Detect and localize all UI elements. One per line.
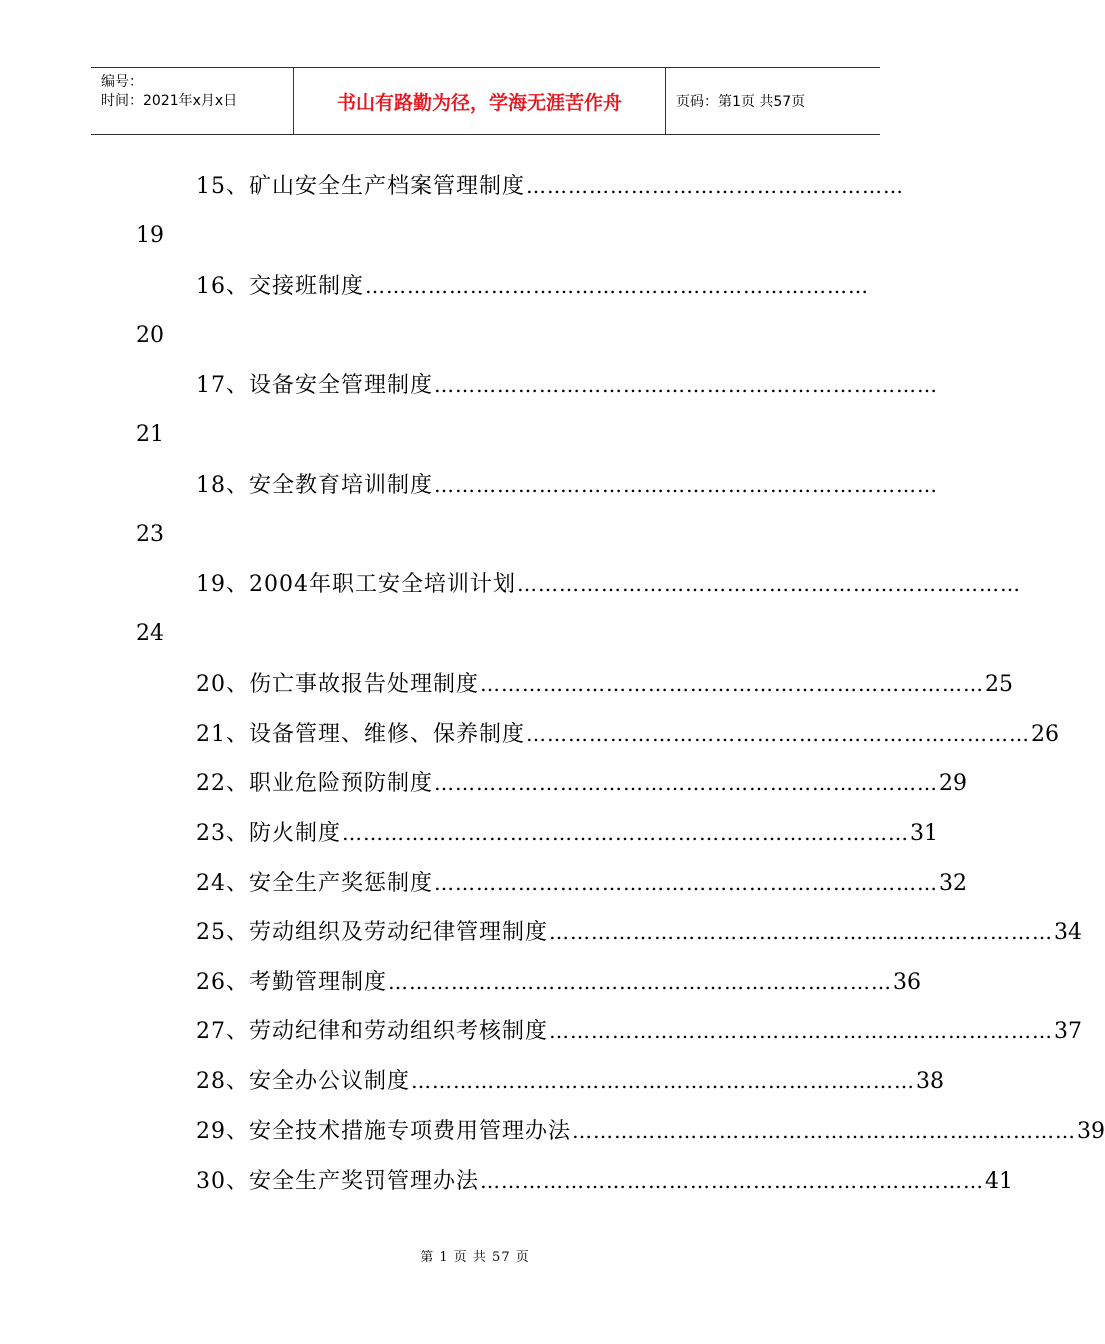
toc-leader-dots: ……………………………………………………………… <box>365 274 869 298</box>
toc-entry-18[interactable] <box>196 467 938 503</box>
toc-entry-label: 20、伤亡事故报告处理制度 <box>196 672 479 697</box>
toc-leader-dots: ……………………………………………………………… <box>549 1019 1053 1043</box>
toc-entry-label: 18、安全教育培训制度 <box>196 473 433 498</box>
page-header <box>91 67 880 135</box>
toc-entry-26[interactable] <box>196 964 921 1000</box>
toc-entry-label: 21、设备管理、维修、保养制度 <box>196 722 525 747</box>
toc-entry-label: 25、劳动组织及劳动纪律管理制度 <box>196 920 548 945</box>
toc-entry-25[interactable] <box>196 914 1082 950</box>
toc-entry-label: 19、2004年职工安全培训计划 <box>196 572 516 597</box>
toc-entry-label: 30、安全生产奖罚管理办法 <box>196 1169 479 1194</box>
toc-entry-19[interactable] <box>196 566 1021 602</box>
toc-entry-23[interactable] <box>196 815 938 851</box>
toc-entry-page: 41 <box>985 1169 1013 1194</box>
page-footer: 第 1 页 共 57 页 <box>420 1250 530 1265</box>
toc-entry-label: 26、考勤管理制度 <box>196 970 387 995</box>
toc-entry-page: 38 <box>916 1069 944 1094</box>
toc-leader-dots: ……………………………………………………………… <box>434 473 938 497</box>
header-left-cell <box>91 68 293 134</box>
header-page-info: 页码：第1页 共57页 <box>676 94 806 110</box>
toc-entry-page: 25 <box>985 672 1013 697</box>
toc-entry-page: 31 <box>910 821 938 846</box>
toc-entry-page: 37 <box>1054 1019 1082 1044</box>
toc-leader-dots: ……………………………………………………………… <box>434 373 938 397</box>
header-motto: 书山有路勤为径，学海无涯苦作舟 <box>293 68 666 134</box>
toc-leader-dots: ……………………………………………… <box>526 174 904 198</box>
toc-leader-dots: ……………………………………………………………… <box>526 722 1030 746</box>
toc-leader-dots: ……………………………………………………………… <box>434 771 938 795</box>
toc-entry-24[interactable] <box>196 865 967 901</box>
toc-entry-label: 17、设备安全管理制度 <box>196 373 433 398</box>
doc-number-label: 编号： <box>101 74 143 90</box>
toc-entry-label: 23、防火制度 <box>196 821 341 846</box>
toc-entry-17[interactable] <box>196 367 938 403</box>
toc-entry-27[interactable] <box>196 1013 1082 1049</box>
toc-entry-label: 28、安全办公议制度 <box>196 1069 410 1094</box>
toc-entry-30[interactable] <box>196 1163 1013 1199</box>
toc-entry-page: 29 <box>939 771 967 796</box>
toc-entry-21[interactable] <box>196 716 1059 752</box>
toc-entry-page: 32 <box>939 871 967 896</box>
toc-leader-dots: ……………………………………………………………… <box>549 920 1053 944</box>
toc-entry-label: 24、安全生产奖惩制度 <box>196 871 433 896</box>
toc-entry-label: 22、职业危险预防制度 <box>196 771 433 796</box>
toc-entry-label: 15、矿山安全生产档案管理制度 <box>196 174 525 199</box>
toc-leader-dots: ……………………………………………………………… <box>480 1169 984 1193</box>
toc-entry-page: 20 <box>136 323 164 348</box>
toc-leader-dots: ……………………………………………………………… <box>388 970 892 994</box>
toc-entry-page: 36 <box>893 970 921 995</box>
toc-entry-page: 23 <box>136 522 164 547</box>
toc-entry-29[interactable] <box>196 1113 1105 1149</box>
toc-entry-label: 16、交接班制度 <box>196 274 364 299</box>
toc-leader-dots: ……………………………………………………………………… <box>342 821 909 845</box>
toc-entry-page: 24 <box>136 621 164 646</box>
toc-entry-20[interactable] <box>196 666 1013 702</box>
toc-entry-label: 29、安全技术措施专项费用管理办法 <box>196 1119 571 1144</box>
toc-leader-dots: ……………………………………………………………… <box>411 1069 915 1093</box>
doc-time-label: 时间：2021年x月x日 <box>101 93 238 109</box>
toc-leader-dots: ……………………………………………………………… <box>516 572 1021 596</box>
toc-leader-dots: ……………………………………………………………… <box>572 1119 1076 1143</box>
toc-entry-label: 27、劳动纪律和劳动组织考核制度 <box>196 1019 548 1044</box>
toc-entry-22[interactable] <box>196 765 967 801</box>
toc-entry-page: 34 <box>1054 920 1082 945</box>
toc-entry-28[interactable] <box>196 1063 944 1099</box>
toc-leader-dots: ……………………………………………………………… <box>480 672 984 696</box>
toc-entry-16[interactable] <box>196 268 869 304</box>
toc-entry-15[interactable] <box>196 168 904 204</box>
toc-entry-page: 39 <box>1077 1119 1105 1144</box>
toc-entry-page: 26 <box>1031 722 1059 747</box>
toc-entry-page: 21 <box>136 422 164 447</box>
toc-entry-page: 19 <box>136 223 164 248</box>
toc-leader-dots: ……………………………………………………………… <box>434 871 938 895</box>
